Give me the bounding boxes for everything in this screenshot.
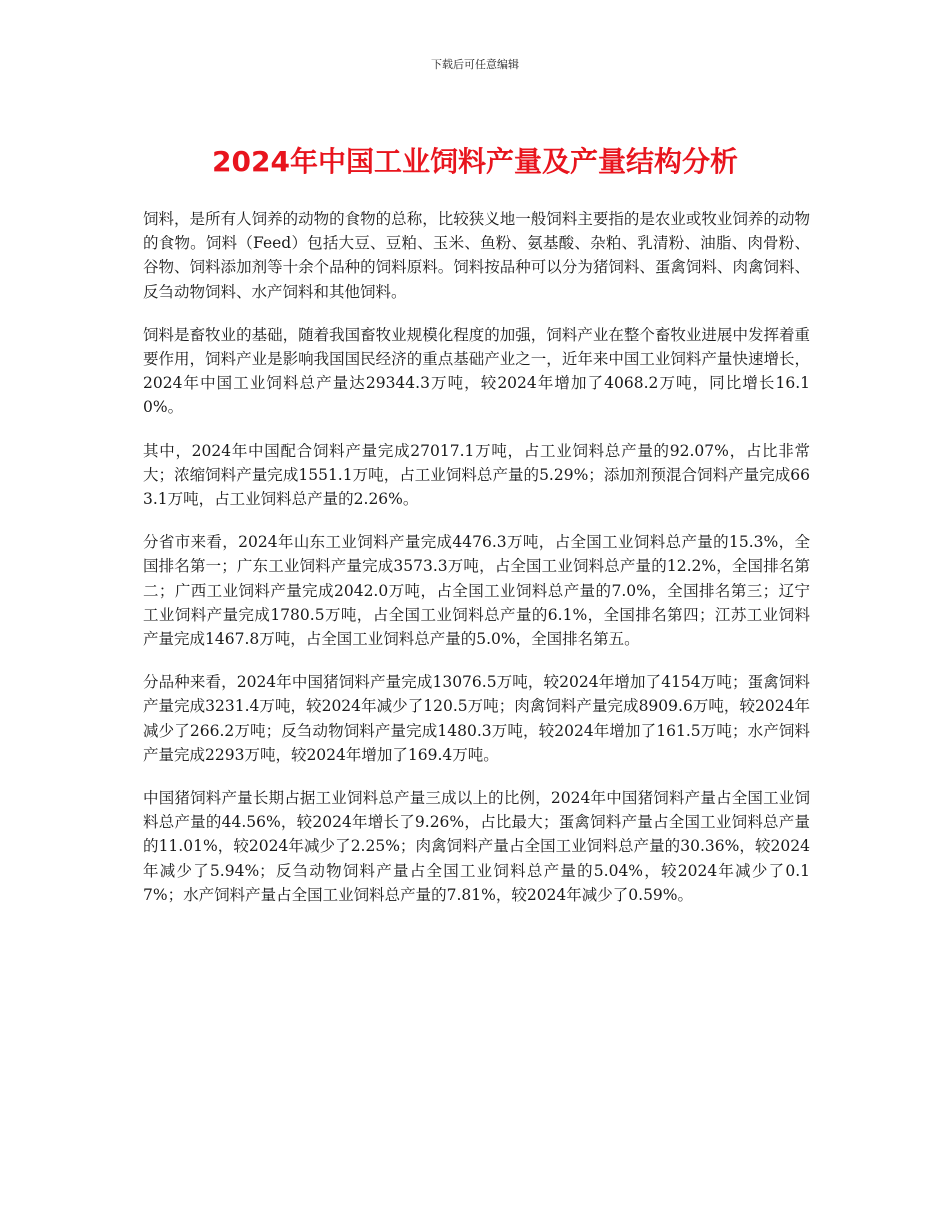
paragraph-definition: 饲料，是所有人饲养的动物的食物的总称，比较狭义地一般饲料主要指的是农业或牧业饲养的动物的食物。饲料（Feed）包括大豆、豆粕、玉米、鱼粉、氨基酸、杂粕、乳清粉、油脂、肉骨粉、谷物、饲料添加剂等十余个品种的饲料原料。饲料按品种可以分为猪饲料、蛋禽饲料、肉禽饲料、反刍动物饲料、水产饲料和其他饲料。 [143,210,810,301]
paragraph-by-province: 分省市来看，2024年山东工业饲料产量完成4476.3万吨，占全国工业饲料总产量的15.3%，全国排名第一；广东工业饲料产量完成3573.3万吨，占全国工业饲料总产量的12.2%，全国排名第二；广西工业饲料产量完成2042.0万吨，占全国工业饲料总产量的7.0%，全国排名第三；辽宁工业饲料产量完成1780.5万吨，占全国工业饲料总产量的6.1%，全国排名第四；江苏工业饲料产量完成1467.8万吨，占全国工业饲料总产量的5.0%，全国排名第五。 [143,533,810,649]
paragraph-structure-share: 中国猪饲料产量长期占据工业饲料总产量三成以上的比例，2024年中国猪饲料产量占全国工业饲料总产量的44.56%，较2024年增长了9.26%，占比最大；蛋禽饲料产量占全国工业饲料总产量的11.01%，较2024年减少了2.25%；肉禽饲料产量占全国工业饲料总产量的30.36%，较2024年减少了5.94%；反刍动物饲料产量占全国工业饲料总产量的5.04%，较2024年减少了0.17%；水产饲料产量占全国工业饲料总产量的7.81%，较2024年减少了0.59%。 [143,789,810,904]
paragraph-feed-types: 其中，2024年中国配合饲料产量完成27017.1万吨，占工业饲料总产量的92.07%，占比非常大；浓缩饲料产量完成1551.1万吨，占工业饲料总产量的5.29%；添加剂预混合饲料产量完成663.1万吨，占工业饲料总产量的2.26%。 [143,441,810,509]
paragraph-industry-growth: 饲料是畜牧业的基础，随着我国畜牧业规模化程度的加强，饲料产业在整个畜牧业进展中发挥着重要作用，饲料产业是影响我国国民经济的重点基础产业之一，近年来中国工业饲料产量快速增长，2024年中国工业饲料总产量达29344.3万吨，较2024年增加了4068.2万吨，同比增长16.10%。 [143,325,810,417]
document-body [143,207,810,926]
document-title: 2024年中国工业饲料产量及产量结构分析 [212,145,738,178]
header-note: 下载后可任意编辑 [431,58,519,71]
paragraph-by-variety: 分品种来看，2024年中国猪饲料产量完成13076.5万吨，较2024年增加了4154万吨；蛋禽饲料产量完成3231.4万吨，较2024年减少了120.5万吨；肉禽饲料产量完成8909.6万吨，较2024年减少了266.2万吨；反刍动物饲料产量完成1480.3万吨，较2024年增加了161.5万吨；水产饲料产量完成2293万吨，较2024年增加了169.4万吨。 [143,673,810,764]
